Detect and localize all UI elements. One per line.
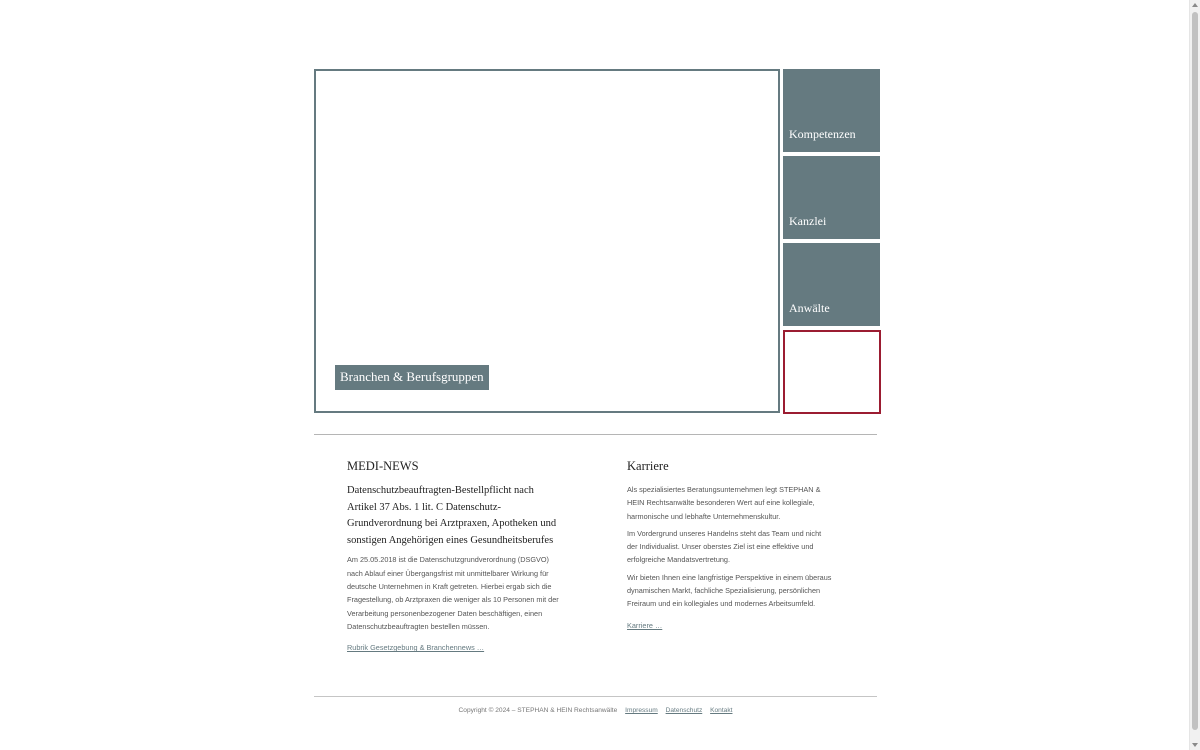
- tile-kompetenzen[interactable]: [783, 69, 880, 152]
- news-title: Datenschutzbeauftragten-Bestellpflicht nach Artikel 37 Abs. 1 lit. C Datenschutz-Grundverordnung bei Arztpraxen, Apotheken und sonstigen Angehörigen eines Gesundheitsberufes: [347, 485, 557, 546]
- hero-panel: [314, 69, 780, 413]
- news-column: [347, 458, 559, 655]
- tile-label: Anwälte: [789, 301, 830, 315]
- career-column: [627, 458, 832, 633]
- career-paragraph: Wir bieten Ihnen eine langfristige Perspektive in einem überaus dynamischen Markt, fachliche Spezialisierung, persönlichen Freiraum und ein kollegiales und modernes Arbeitsumfeld.: [627, 572, 832, 609]
- career-paragraph: Als spezialisiertes Beratungsunternehmen legt STEPHAN & HEIN Rechtsanwälte besonderen Wert auf eine kollegiale, harmonische und lebhafte Unternehmenskultur.: [627, 485, 821, 521]
- tile-label: Kompetenzen: [789, 127, 856, 141]
- copyright-text: Copyright © 2024 – STEPHAN & HEIN Rechtsanwälte: [458, 707, 618, 714]
- footer-divider: [314, 696, 877, 697]
- hero-label-branchen-button[interactable]: Branchen & Berufsgruppen: [335, 365, 489, 390]
- career-paragraph: Im Vordergrund unseres Handelns steht das Team und nicht der Individualist. Unser oberstes Ziel ist eine effektive und erfolgreiche Mandatsvertretung.: [627, 528, 822, 565]
- vertical-scrollbar[interactable]: [1189, 0, 1200, 750]
- tile-label: Kanzlei: [789, 214, 827, 228]
- news-body: Am 25.05.2018 ist die Datenschutzgrundverordnung (DSGVO) nach Ablauf einer Übergangsfrist mit unmittelbarer Wirkung für deutsche Unternehmen in Kraft getreten. Hierbei ergab sich die Fragestellung, ob Arztpraxen die weniger als 10 Personen mit der Verarbeitung personenbezogener Daten beschäftigen, einen Datenschutzbeauftragten bestellen müssen.: [347, 555, 559, 631]
- tile-anwaelte[interactable]: [783, 243, 880, 326]
- footer-link-datenschutz[interactable]: Datenschutz: [665, 707, 703, 714]
- divider: [314, 434, 877, 435]
- career-more-link[interactable]: Karriere …: [627, 620, 663, 630]
- scroll-down-icon[interactable]: [1192, 743, 1198, 747]
- tile-kanzlei[interactable]: [783, 156, 880, 239]
- tile-highlighted[interactable]: [783, 330, 881, 414]
- footer-link-impressum[interactable]: Impressum: [625, 707, 658, 714]
- career-heading: Karriere: [627, 459, 669, 473]
- scroll-up-icon[interactable]: [1192, 3, 1198, 7]
- news-heading: MEDI-NEWS: [347, 459, 419, 473]
- scroll-thumb[interactable]: [1192, 12, 1198, 730]
- footer-link-kontakt[interactable]: Kontakt: [710, 707, 733, 714]
- news-more-link[interactable]: Rubrik Gesetzgebung & Branchennews …: [347, 643, 485, 653]
- footer: [314, 706, 877, 716]
